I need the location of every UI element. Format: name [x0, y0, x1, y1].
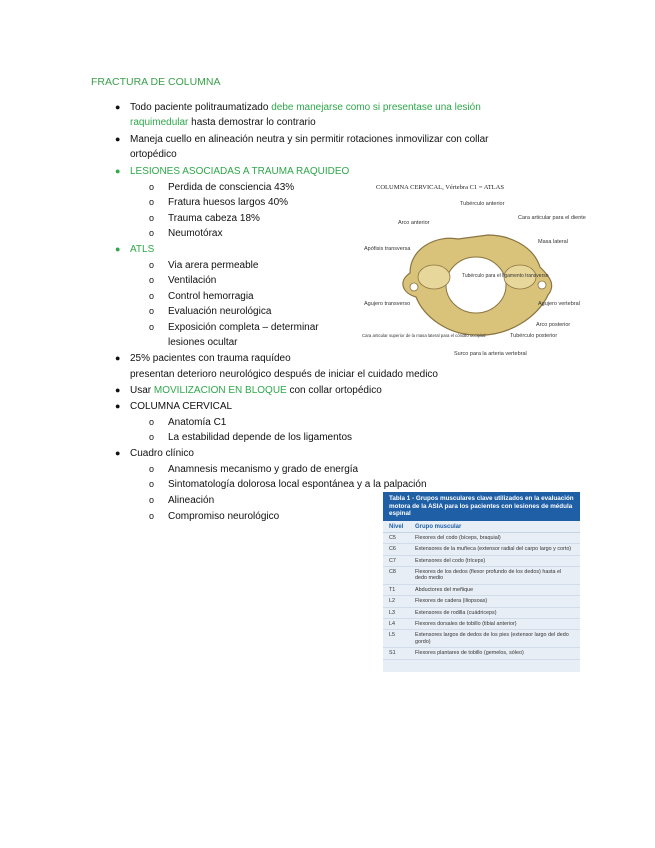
cell-nivel: L3 [389, 609, 395, 616]
label-tuberculo-anterior: Tubérculo anterior [460, 201, 505, 207]
sub-item: Neumotórax [168, 228, 223, 239]
bullet-2-line-1: Maneja cuello en alineación neutra y sin permitir rotaciones inmovilizar con collar [130, 134, 489, 145]
circle-bullet-icon: o [149, 417, 155, 427]
circle-bullet-icon: o [149, 306, 155, 316]
bullet-1-line-2 [130, 116, 316, 129]
highlight-text: raquimedular [130, 117, 189, 128]
circle-bullet-icon: o [149, 182, 155, 192]
asia-table-figure [383, 492, 580, 672]
cell-grupo: Extensores del codo (tríceps) [415, 557, 486, 564]
cell-nivel: C7 [389, 557, 396, 564]
cell-nivel: C5 [389, 534, 396, 541]
transverse-foramen-left [410, 283, 418, 291]
column-header-grupo: Grupo muscular [415, 523, 462, 530]
cell-grupo: Flexores dorsales de tobillo (tibial anterior) [415, 621, 517, 628]
label-tuberculo-posterior: Tubérculo posterior [510, 333, 558, 339]
cell-grupo: Abductores del meñique [415, 586, 474, 593]
text: Usar [130, 385, 154, 396]
sub-item: Exposición completa – determinar [168, 322, 319, 333]
sub-item: Compromiso neurológico [168, 511, 280, 522]
sub-item: Ventilación [168, 275, 217, 286]
column-header-nivel: Nivel [389, 523, 404, 530]
label-agujero-vertebral: Agujero vertebral [538, 301, 580, 307]
bullet-6 [130, 384, 382, 397]
bullet-7-heading: COLUMNA CERVICAL [130, 401, 233, 412]
text: Todo paciente politraumatizado [130, 102, 272, 113]
table-row [383, 619, 580, 630]
circle-bullet-icon: o [149, 275, 155, 285]
sub-item: Anamnesis mecanismo y grado de energía [168, 464, 359, 475]
label-agujero-transverso: Agujero transverso [364, 301, 411, 307]
sub-item-continued: lesiones ocultar [168, 337, 238, 348]
bullet-icon: ● [115, 385, 121, 395]
atlas-vertebra-figure [358, 177, 588, 357]
circle-bullet-icon: o [149, 511, 155, 521]
table-row [383, 556, 580, 567]
transverse-foramen-right [538, 281, 546, 289]
text: hasta demostrar lo contrario [188, 117, 316, 128]
cell-nivel: L4 [389, 621, 395, 628]
bullet-5-line-2: presentan deterioro neurológico después de iniciar el cuidado medico [130, 369, 438, 380]
circle-bullet-icon: o [149, 228, 155, 238]
bullet-icon: ● [115, 102, 121, 112]
bullet-4-heading: ATLS [130, 244, 155, 255]
cell-grupo: Flexores de cadera (iliopsoas) [415, 598, 488, 605]
highlight-text: debe manejarse como si presentase una lesión [271, 102, 481, 113]
cell-grupo: Flexores plantares de tobillo (gemelos, sóleo) [415, 650, 524, 657]
label-masa-lateral: Masa lateral [538, 239, 568, 245]
text: con collar ortopédico [286, 385, 382, 396]
cell-grupo: Extensores de rodilla (cuádriceps) [415, 609, 497, 616]
table-column-headers [383, 521, 580, 533]
sub-item: Fratura huesos largos 40% [168, 197, 289, 208]
document-title: FRACTURA DE COLUMNA [91, 76, 221, 88]
bullet-3-heading: LESIONES ASOCIADAS A TRAUMA RAQUIDEO [130, 166, 350, 177]
bullet-2-line-2: ortopédico [130, 149, 177, 160]
label-surco-arteria: Surco para la arteria vertebral [454, 351, 527, 357]
table-row [383, 630, 580, 648]
label-cara-diente: Cara articular para el diente [518, 215, 586, 221]
sub-item: Alineación [168, 495, 215, 506]
bullet-icon: ● [115, 244, 121, 254]
cell-grupo: Flexores de los dedos (flexor profundo de los dedos) hasta el dedo medio [415, 569, 562, 582]
label-apofisis-transversa: Apófisis transversa [364, 246, 411, 252]
atlas-vertebra-illustration [358, 177, 588, 357]
label-cara-superior: Cara articular superior de la masa lateral para el cóndilo occipital [362, 333, 486, 338]
sub-item: Anatomía C1 [168, 417, 227, 428]
vertebral-foramen [446, 257, 506, 313]
table-row [383, 533, 580, 544]
cell-nivel: L2 [389, 598, 395, 605]
bullet-icon: ● [115, 353, 121, 363]
superior-articular-facet-left [418, 265, 450, 289]
circle-bullet-icon: o [149, 291, 155, 301]
sub-item: Perdida de consciencia 43% [168, 182, 295, 193]
table-header: Tabla 1 - Grupos musculares clave utilizados en la evaluación motora de la ASIA para los pacientes con lesiones de médula espinal [383, 492, 580, 521]
bullet-icon: ● [115, 448, 121, 458]
cell-nivel: S1 [389, 650, 396, 657]
figure-title: COLUMNA CERVICAL, Vértebra C1 = ATLAS [376, 184, 504, 191]
bullet-icon: ● [115, 166, 121, 176]
bullet-icon: ● [115, 401, 121, 411]
circle-bullet-icon: o [149, 197, 155, 207]
bullet-8-heading: Cuadro clínico [130, 448, 194, 459]
table-row [383, 585, 580, 596]
sub-item: Evaluación neurológica [168, 306, 272, 317]
table-row [383, 544, 580, 555]
cell-grupo: Flexores del codo (bíceps, braquial) [415, 534, 501, 541]
circle-bullet-icon: o [149, 260, 155, 270]
circle-bullet-icon: o [149, 322, 155, 332]
highlight-text: MOVILIZACION EN BLOQUE [153, 385, 287, 396]
circle-bullet-icon: o [149, 432, 155, 442]
cell-grupo: Extensores de la muñeca (extensor radial del carpo largo y corto) [415, 546, 572, 553]
label-tuberculo-ligamento: Tubérculo para el ligamento transverso [462, 273, 549, 279]
circle-bullet-icon: o [149, 479, 155, 489]
table-row [383, 648, 580, 659]
sub-item: Control hemorragia [168, 291, 254, 302]
table-row [383, 608, 580, 619]
circle-bullet-icon: o [149, 464, 155, 474]
cell-nivel: T1 [389, 586, 396, 593]
cell-grupo: Extensores largos de dedos de los pies (extensor largo del dedo gordo) [415, 632, 569, 645]
sub-item: Via arera permeable [168, 260, 259, 271]
table-row [383, 596, 580, 607]
sub-item: Sintomatología dolorosa local espontánea y a la palpación [168, 479, 427, 490]
circle-bullet-icon: o [149, 213, 155, 223]
cell-nivel: C8 [389, 569, 396, 575]
cell-nivel: C6 [389, 546, 396, 553]
cell-nivel: L5 [389, 632, 395, 639]
bullet-icon: ● [115, 134, 121, 144]
sub-item: Trauma cabeza 18% [168, 213, 260, 224]
label-arco-posterior: Arco posterior [536, 322, 571, 328]
bullet-5-line-1: 25% pacientes con trauma raquídeo [130, 353, 291, 364]
sub-item: La estabilidad depende de los ligamentos [168, 432, 353, 443]
bullet-1-line-1 [130, 101, 481, 114]
circle-bullet-icon: o [149, 495, 155, 505]
table-row [383, 567, 580, 585]
label-arco-anterior: Arco anterior [398, 220, 430, 226]
